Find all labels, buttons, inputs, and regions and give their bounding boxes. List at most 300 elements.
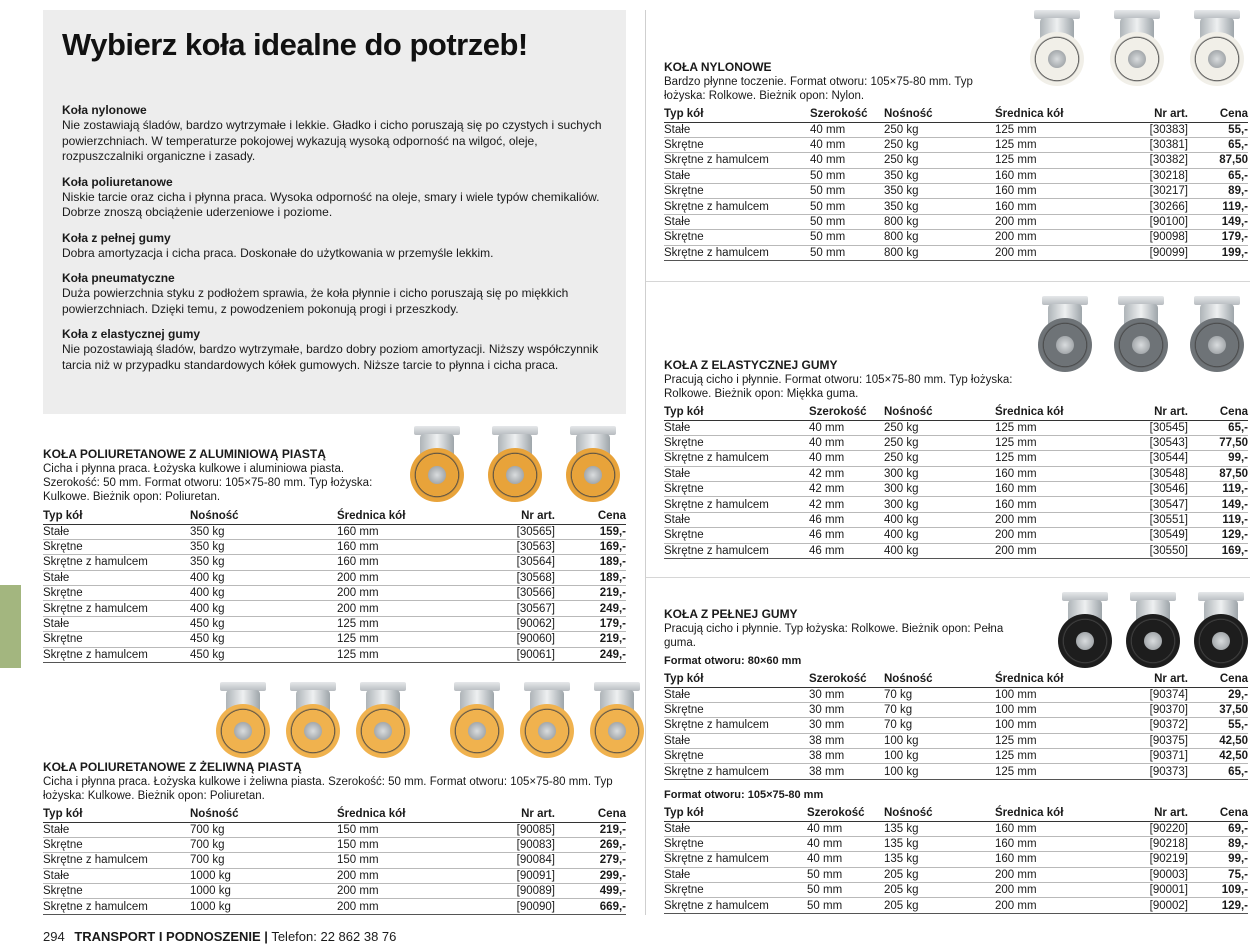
price-cell: 119,-: [1188, 512, 1248, 527]
section-nylon-table: [664, 106, 1248, 261]
price-cell: 149,-: [1188, 214, 1248, 229]
col-header: Szerokość: [807, 805, 884, 821]
table-cell: 38 mm: [809, 764, 884, 779]
table-cell: Skrętne z hamulcem: [664, 543, 809, 558]
table-cell: Skrętne z hamulcem: [664, 718, 809, 733]
price-cell: 169,-: [1188, 543, 1248, 558]
section-divider: [646, 281, 1250, 282]
col-header: Średnica kół: [995, 404, 1105, 420]
table-cell: 1000 kg: [190, 868, 337, 883]
article-number-cell: [90374]: [1105, 687, 1188, 702]
table-cell: 160 mm: [995, 836, 1105, 851]
table-row: [43, 837, 626, 852]
price-cell: 669,-: [555, 899, 626, 914]
table-cell: Skrętne: [664, 749, 809, 764]
section-title: KOŁA POLIURETANOWE Z ŻELIWNĄ PIASTĄ: [43, 760, 302, 774]
table-row: [664, 497, 1248, 512]
table-row: [664, 214, 1248, 229]
sub-title: Format otworu: 80×60 mm: [664, 655, 802, 667]
table-row: [43, 555, 626, 570]
article-number-cell: [90370]: [1105, 702, 1188, 717]
col-header: Cena: [1188, 404, 1248, 420]
table-cell: Stałe: [664, 168, 810, 183]
table-cell: 200 mm: [337, 570, 481, 585]
table-row: [664, 199, 1248, 214]
col-header: Szerokość: [810, 106, 884, 122]
col-header: Typ kół: [43, 806, 190, 822]
article-number-cell: [90061]: [481, 647, 555, 662]
table-cell: 50 mm: [810, 214, 884, 229]
table-cell: 700 kg: [190, 837, 337, 852]
sub-title: Format otworu: 105×75-80 mm: [664, 789, 824, 801]
table-row: [43, 899, 626, 914]
footer-phone: Telefon: 22 862 38 76: [271, 929, 397, 944]
price-cell: 299,-: [555, 868, 626, 883]
price-cell: 99,-: [1188, 852, 1248, 867]
table-row: [43, 616, 626, 631]
section-pu-alu-table: [43, 508, 626, 663]
page-footer: [43, 929, 396, 945]
table-cell: 50 mm: [810, 245, 884, 260]
table-cell: 50 mm: [810, 184, 884, 199]
section-title: KOŁA NYLONOWE: [664, 60, 772, 74]
table-row: [664, 687, 1248, 702]
table-cell: Skrętne: [664, 230, 810, 245]
col-header: Nr art.: [1105, 671, 1188, 687]
intro-text: Dobra amortyzacja i cicha praca. Doskonałe do użytkowania w przemyśle lekkim.: [62, 245, 494, 260]
table-header-row: [43, 508, 626, 524]
table-cell: 350 kg: [190, 539, 337, 554]
price-cell: 55,-: [1188, 718, 1248, 733]
table-cell: 50 mm: [810, 199, 884, 214]
table-cell: 200 mm: [337, 586, 481, 601]
table-cell: 125 mm: [995, 137, 1105, 152]
table-cell: Skrętne: [664, 836, 807, 851]
price-cell: 189,-: [555, 555, 626, 570]
product-image-nylon: [1022, 10, 1250, 90]
intro-item-elastic-rubber: [62, 327, 607, 373]
table-row: [43, 570, 626, 585]
table-cell: 125 mm: [995, 122, 1105, 137]
table-header-row: [664, 404, 1248, 420]
table-cell: Skrętne: [664, 435, 809, 450]
table-cell: Skrętne: [43, 837, 190, 852]
price-cell: 249,-: [555, 647, 626, 662]
caster-wheel-icon: [208, 682, 270, 762]
table-cell: Skrętne: [664, 528, 809, 543]
col-header: Cena: [1188, 106, 1248, 122]
table-row: [664, 543, 1248, 558]
col-header: Nośność: [884, 404, 995, 420]
table-header-row: [43, 806, 626, 822]
article-number-cell: [90001]: [1105, 883, 1188, 898]
article-number-cell: [30549]: [1105, 528, 1188, 543]
caster-wheel-icon: [512, 682, 574, 762]
price-cell: 109,-: [1188, 883, 1248, 898]
table-cell: Stałe: [43, 868, 190, 883]
price-cell: 87,50: [1188, 153, 1248, 168]
article-number-cell: [90085]: [481, 822, 555, 837]
col-header: Nr art.: [1105, 106, 1188, 122]
caster-wheel-icon: [1030, 296, 1098, 376]
price-cell: 65,-: [1188, 764, 1248, 779]
table-cell: Skrętne z hamulcem: [664, 898, 807, 913]
table-cell: Stałe: [664, 867, 807, 882]
col-header: Typ kół: [664, 106, 810, 122]
table-row: [664, 420, 1248, 435]
table-cell: Skrętne z hamulcem: [43, 647, 190, 662]
intro-text: Nie pozostawiają śladów, bardzo wytrzymałe, bardzo dobry poziom amortyzacji. Niższy współczynnik tarcia niż w przypadku standardowych kółek gumowych. Niższe tarcie to płynna i cicha praca.: [62, 342, 599, 372]
table-cell: 70 kg: [884, 687, 995, 702]
col-header: Cena: [555, 806, 626, 822]
table-cell: 30 mm: [809, 718, 884, 733]
table-cell: 38 mm: [809, 749, 884, 764]
intro-heading: Koła poliuretanowe: [62, 174, 173, 189]
table-cell: 800 kg: [884, 214, 995, 229]
table-cell: 700 kg: [190, 822, 337, 837]
table-row: [664, 137, 1248, 152]
price-cell: 87,50: [1188, 466, 1248, 481]
table-cell: 800 kg: [884, 245, 995, 260]
col-header: Typ kół: [664, 404, 809, 420]
article-number-cell: [90098]: [1105, 230, 1188, 245]
table-cell: 40 mm: [809, 451, 884, 466]
table-cell: Skrętne: [43, 539, 190, 554]
section-color-tab: [0, 585, 21, 668]
col-header: Typ kół: [664, 671, 809, 687]
article-number-cell: [30217]: [1105, 184, 1188, 199]
table-cell: 700 kg: [190, 853, 337, 868]
table-cell: 450 kg: [190, 647, 337, 662]
article-number-cell: [30565]: [481, 524, 555, 539]
table-cell: 50 mm: [810, 230, 884, 245]
table-cell: 40 mm: [809, 435, 884, 450]
table-cell: Stałe: [664, 420, 809, 435]
article-number-cell: [30544]: [1105, 451, 1188, 466]
price-cell: 269,-: [555, 837, 626, 852]
table-cell: 200 mm: [995, 230, 1105, 245]
table-cell: 160 mm: [995, 466, 1105, 481]
table-cell: 150 mm: [337, 853, 481, 868]
intro-box: [43, 10, 626, 414]
col-header: Nr art.: [1105, 805, 1188, 821]
table-row: [43, 868, 626, 883]
table-cell: Skrętne: [43, 586, 190, 601]
table-cell: 50 mm: [807, 898, 884, 913]
section-pu-cast-table: [43, 806, 626, 915]
section-title: KOŁA Z PEŁNEJ GUMY: [664, 607, 798, 621]
col-header: Średnica kół: [995, 106, 1105, 122]
price-cell: 189,-: [555, 570, 626, 585]
article-number-cell: [90060]: [481, 632, 555, 647]
col-header: Cena: [1188, 671, 1248, 687]
price-cell: 279,-: [555, 853, 626, 868]
table-row: [664, 122, 1248, 137]
table-cell: Stałe: [43, 822, 190, 837]
section-description: Cicha i płynna praca. Łożyska kulkowe i żeliwna piasta. Szerokość: 50 mm. Format otworu: 105×75-80 mm. Typ łożyska: Kulkowe. Bieżnik opon: Poliuretan.: [43, 776, 613, 802]
product-table: [664, 404, 1248, 559]
table-cell: 38 mm: [809, 733, 884, 748]
table-row: [664, 764, 1248, 779]
col-header: Nośność: [884, 671, 995, 687]
price-cell: 159,-: [555, 524, 626, 539]
article-number-cell: [30566]: [481, 586, 555, 601]
column-divider: [645, 10, 646, 915]
article-number-cell: [90220]: [1105, 821, 1188, 836]
table-cell: 125 mm: [995, 153, 1105, 168]
table-cell: 350 kg: [190, 555, 337, 570]
article-number-cell: [30545]: [1105, 420, 1188, 435]
table-cell: 42 mm: [809, 482, 884, 497]
article-number-cell: [30550]: [1105, 543, 1188, 558]
table-row: [664, 702, 1248, 717]
table-cell: 160 mm: [995, 184, 1105, 199]
table-cell: 40 mm: [810, 122, 884, 137]
price-cell: 119,-: [1188, 199, 1248, 214]
table-cell: Skrętne: [43, 884, 190, 899]
table-cell: Skrętne z hamulcem: [664, 451, 809, 466]
table-cell: Stałe: [664, 214, 810, 229]
table-cell: 300 kg: [884, 466, 995, 481]
footer-section: TRANSPORT I PODNOSZENIE |: [74, 929, 268, 944]
table-cell: 40 mm: [809, 420, 884, 435]
col-header: Nr art.: [481, 508, 555, 524]
table-cell: 50 mm: [807, 883, 884, 898]
table-cell: Stałe: [664, 821, 807, 836]
table-cell: 160 mm: [995, 482, 1105, 497]
table-cell: 160 mm: [995, 497, 1105, 512]
caster-wheel-icon: [402, 426, 472, 506]
price-cell: 89,-: [1188, 836, 1248, 851]
table-row: [664, 512, 1248, 527]
intro-heading: Koła z pełnej gumy: [62, 230, 171, 245]
table-cell: Stałe: [664, 512, 809, 527]
table-row: [664, 245, 1248, 260]
table-row: [664, 898, 1248, 913]
table-cell: Stałe: [43, 616, 190, 631]
page-title: Wybierz koła idealne do potrzeb!: [62, 27, 528, 62]
table-cell: 100 mm: [995, 702, 1105, 717]
table-cell: 200 mm: [995, 543, 1105, 558]
table-cell: Skrętne: [664, 702, 809, 717]
table-row: [664, 821, 1248, 836]
intro-item-nylon: [62, 103, 607, 165]
table-cell: 70 kg: [884, 718, 995, 733]
table-cell: 200 mm: [995, 214, 1105, 229]
article-number-cell: [30547]: [1105, 497, 1188, 512]
product-image-elastic: [1030, 296, 1250, 376]
section-pu-alu-header: [43, 447, 388, 504]
section-description: Cicha i płynna praca. Łożyska kulkowe i aluminiowa piasta. Szerokość: 50 mm. Format otworu: 105×75-80 mm. Typ łożyska: Kulkowe. Bieżnik opon: Poliuretan.: [43, 463, 373, 503]
table-cell: Stałe: [664, 733, 809, 748]
intro-heading: Koła nylonowe: [62, 103, 147, 118]
caster-wheel-icon: [582, 682, 644, 762]
caster-wheel-icon: [480, 426, 550, 506]
col-header: Typ kół: [43, 508, 190, 524]
caster-wheel-icon: [1182, 10, 1250, 90]
table-cell: Skrętne z hamulcem: [664, 497, 809, 512]
article-number-cell: [90100]: [1105, 214, 1188, 229]
table-cell: 40 mm: [810, 153, 884, 168]
col-header: Średnica kół: [337, 806, 481, 822]
table-cell: 40 mm: [807, 852, 884, 867]
table-cell: 70 kg: [884, 702, 995, 717]
table-row: [43, 601, 626, 616]
price-cell: 65,-: [1188, 420, 1248, 435]
col-header: Nośność: [884, 805, 995, 821]
table-cell: 205 kg: [884, 898, 995, 913]
table-cell: 160 mm: [337, 524, 481, 539]
table-cell: 42 mm: [809, 466, 884, 481]
article-number-cell: [90083]: [481, 837, 555, 852]
price-cell: 219,-: [555, 822, 626, 837]
article-number-cell: [90002]: [1105, 898, 1188, 913]
table-cell: 200 mm: [337, 899, 481, 914]
table-cell: 100 kg: [884, 749, 995, 764]
article-number-cell: [90099]: [1105, 245, 1188, 260]
col-header: Szerokość: [809, 671, 884, 687]
table-cell: 135 kg: [884, 821, 995, 836]
table-cell: Skrętne z hamulcem: [664, 852, 807, 867]
table-header-row: [664, 805, 1248, 821]
article-number-cell: [90089]: [481, 884, 555, 899]
intro-text: Duża powierzchnia styku z podłożem sprawia, że koła płynnie i cicho poruszają się po miękkich powierzchniach. Dzięki temu, z powodzeniem pokonują progi i przeszkody.: [62, 286, 569, 316]
price-cell: 37,50: [1188, 702, 1248, 717]
table-cell: 400 kg: [884, 528, 995, 543]
price-cell: 75,-: [1188, 867, 1248, 882]
price-cell: 99,-: [1188, 451, 1248, 466]
table-row: [664, 749, 1248, 764]
intro-heading: Koła pneumatyczne: [62, 271, 175, 286]
table-cell: 125 mm: [995, 435, 1105, 450]
table-row: [664, 852, 1248, 867]
table-cell: 40 mm: [810, 137, 884, 152]
caster-wheel-icon: [442, 682, 504, 762]
intro-text: Niskie tarcie oraz cicha i płynna praca. Wysoka odporność na oleje, smary i wiele typów chemikaliów. Dobrze znoszą obciążenie uderzeniowe i poziome.: [62, 189, 600, 220]
table-header-row: [664, 106, 1248, 122]
table-row: [664, 435, 1248, 450]
product-image-pu-cast: [208, 682, 644, 762]
table-cell: Stałe: [43, 524, 190, 539]
table-cell: 160 mm: [995, 821, 1105, 836]
caster-wheel-icon: [1182, 296, 1250, 376]
table-cell: Stałe: [664, 466, 809, 481]
table-cell: 160 mm: [337, 555, 481, 570]
table-cell: 300 kg: [884, 497, 995, 512]
section-description: Pracują cicho i płynnie. Typ łożyska: Rolkowe. Bieżnik opon: Pełna guma.: [664, 623, 1004, 649]
article-number-cell: [30546]: [1105, 482, 1188, 497]
table-cell: Skrętne z hamulcem: [664, 153, 810, 168]
section-pu-cast-header: [43, 760, 633, 803]
table-cell: 125 mm: [337, 616, 481, 631]
table-cell: Skrętne: [664, 482, 809, 497]
table-cell: 30 mm: [809, 687, 884, 702]
table-cell: 160 mm: [995, 199, 1105, 214]
col-header: Szerokość: [809, 404, 884, 420]
table-cell: Skrętne z hamulcem: [664, 245, 810, 260]
table-cell: 250 kg: [884, 451, 995, 466]
table-cell: 200 mm: [337, 601, 481, 616]
table-row: [664, 883, 1248, 898]
table-cell: 125 mm: [995, 733, 1105, 748]
table-cell: 46 mm: [809, 543, 884, 558]
price-cell: 42,50: [1188, 749, 1248, 764]
product-table: [664, 106, 1248, 261]
price-cell: 129,-: [1188, 528, 1248, 543]
table-cell: 200 mm: [995, 898, 1105, 913]
table-row: [664, 836, 1248, 851]
table-cell: 135 kg: [884, 852, 995, 867]
table-row: [43, 632, 626, 647]
section-divider: [646, 577, 1250, 578]
table-cell: Stałe: [664, 687, 809, 702]
table-row: [664, 528, 1248, 543]
table-cell: 125 mm: [995, 764, 1105, 779]
article-number-cell: [90090]: [481, 899, 555, 914]
table-cell: Skrętne z hamulcem: [43, 601, 190, 616]
table-cell: 40 mm: [807, 836, 884, 851]
table-row: [664, 466, 1248, 481]
price-cell: 249,-: [555, 601, 626, 616]
article-number-cell: [90091]: [481, 868, 555, 883]
col-header: Nośność: [190, 806, 337, 822]
table-row: [664, 867, 1248, 882]
table-cell: 200 mm: [337, 884, 481, 899]
price-cell: 55,-: [1188, 122, 1248, 137]
table-row: [43, 524, 626, 539]
article-number-cell: [90371]: [1105, 749, 1188, 764]
price-cell: 129,-: [1188, 898, 1248, 913]
table-cell: 450 kg: [190, 632, 337, 647]
section-solid-header: [664, 607, 1014, 650]
table-cell: 30 mm: [809, 702, 884, 717]
intro-item-solid-rubber: [62, 231, 607, 262]
table-cell: 200 mm: [995, 528, 1105, 543]
article-number-cell: [90219]: [1105, 852, 1188, 867]
table-row: [664, 733, 1248, 748]
caster-wheel-icon: [1022, 10, 1094, 90]
table-cell: 400 kg: [884, 543, 995, 558]
intro-item-polyurethane: [62, 175, 607, 221]
col-header: Typ kół: [664, 805, 807, 821]
table-cell: 42 mm: [809, 497, 884, 512]
table-cell: 100 kg: [884, 764, 995, 779]
table-cell: 200 mm: [995, 867, 1105, 882]
article-number-cell: [90373]: [1105, 764, 1188, 779]
section-solid-table-1: [664, 654, 1248, 780]
table-cell: 350 kg: [190, 524, 337, 539]
table-cell: 160 mm: [995, 852, 1105, 867]
intro-heading: Koła z elastycznej gumy: [62, 327, 201, 342]
caster-wheel-icon: [278, 682, 340, 762]
table-cell: 125 mm: [995, 420, 1105, 435]
price-cell: 219,-: [555, 632, 626, 647]
table-cell: Stałe: [664, 122, 810, 137]
table-cell: Skrętne: [664, 883, 807, 898]
table-cell: 160 mm: [337, 539, 481, 554]
table-cell: 1000 kg: [190, 884, 337, 899]
table-header-row: [664, 671, 1248, 687]
table-cell: 250 kg: [884, 435, 995, 450]
table-cell: 250 kg: [884, 153, 995, 168]
table-cell: 250 kg: [884, 420, 995, 435]
table-cell: 46 mm: [809, 512, 884, 527]
table-cell: 205 kg: [884, 883, 995, 898]
table-row: [664, 230, 1248, 245]
table-cell: 350 kg: [884, 168, 995, 183]
section-description: Bardzo płynne toczenie. Format otworu: 105×75-80 mm. Typ łożyska: Rolkowe. Bieżnik opon: Nylon.: [664, 76, 973, 102]
price-cell: 119,-: [1188, 482, 1248, 497]
